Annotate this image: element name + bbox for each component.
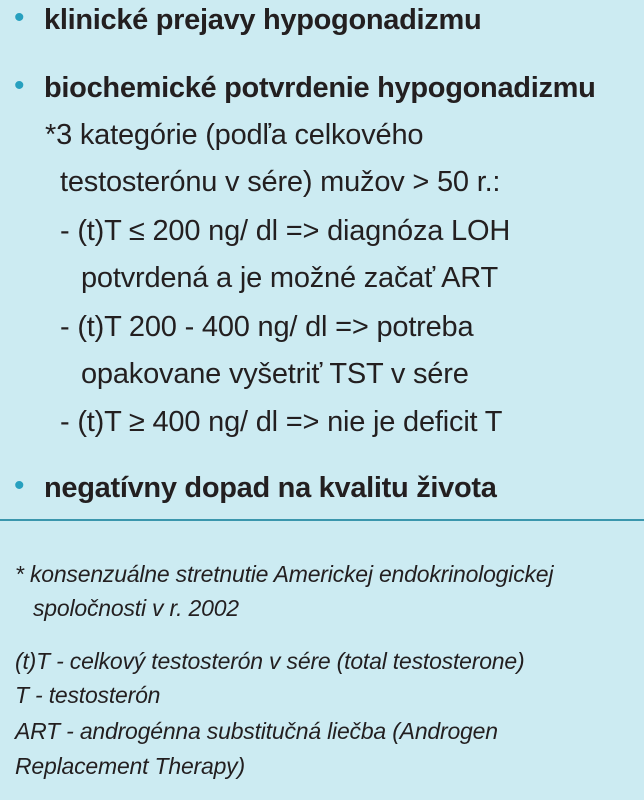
category-1-line1: - (t)T ≤ 200 ng/ dl => diagnóza LOH (60, 215, 511, 247)
abbreviation-art-line2: Replacement Therapy) (15, 753, 245, 779)
categories-intro-line1: *3 kategórie (podľa celkového (45, 119, 424, 151)
bullet-icon: • (14, 1, 25, 34)
footnote-line1: * konsenzuálne stretnutie Americkej endokrinologickej (15, 561, 554, 587)
abbreviation-art-line1: ART - androgénna substitučná liečba (Androgen (15, 718, 498, 744)
category-2-line1: - (t)T 200 - 400 ng/ dl => potreba (60, 311, 474, 343)
list-item (14, 469, 497, 505)
bullet-icon: • (14, 69, 25, 102)
category-1-line2: potvrdená a je možné začať ART (81, 262, 499, 294)
category-2-line2: opakovane vyšetriť TST v sére (81, 358, 469, 390)
list-item (14, 69, 596, 105)
footnote-line2: spoločnosti v r. 2002 (33, 595, 239, 621)
abbreviation-tt: (t)T - celkový testosterón v sére (total testosterone) (15, 648, 525, 674)
criterion-quality-of-life: negatívny dopad na kvalitu života (44, 472, 497, 504)
categories-intro-line2: testosterónu v sére) mužov > 50 r.: (60, 166, 501, 198)
bullet-icon: • (14, 469, 25, 502)
criterion-clinical: klinické prejavy hypogonadizmu (44, 4, 482, 36)
list-item (14, 1, 482, 37)
category-3-line1: - (t)T ≥ 400 ng/ dl => nie je deficit T (60, 406, 503, 438)
notes-panel (0, 521, 644, 800)
criterion-biochemical: biochemické potvrdenie hypogonadizmu (44, 72, 596, 104)
abbreviation-t: T - testosterón (15, 682, 161, 708)
